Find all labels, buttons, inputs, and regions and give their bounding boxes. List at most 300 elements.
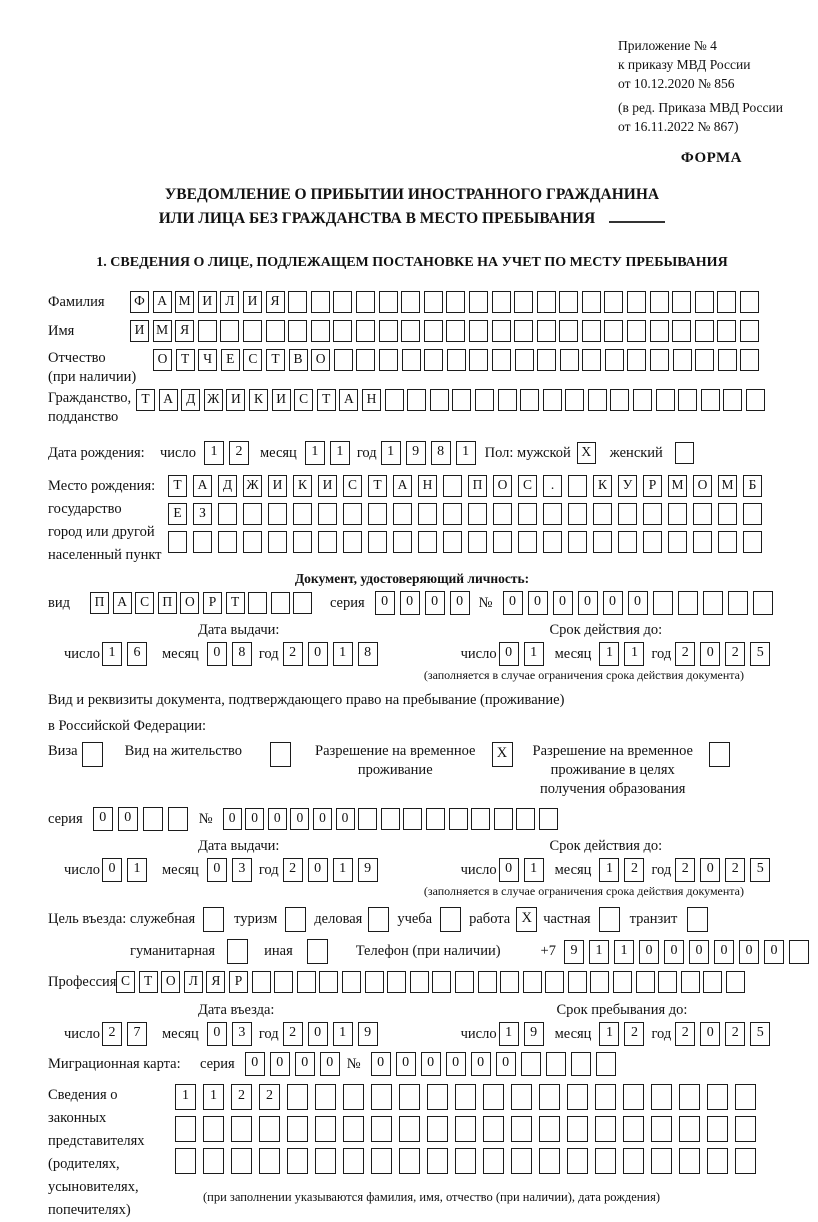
char-cell[interactable] — [543, 389, 562, 411]
char-cell[interactable] — [593, 531, 612, 553]
char-cell[interactable] — [452, 389, 471, 411]
char-cell[interactable] — [599, 907, 620, 932]
char-cell[interactable]: Т — [266, 349, 285, 371]
char-cell[interactable] — [728, 591, 748, 615]
char-cell[interactable] — [651, 1148, 672, 1174]
char-cell[interactable]: З — [193, 503, 212, 525]
char-cell[interactable]: Т — [176, 349, 195, 371]
char-cell[interactable]: Я — [266, 291, 285, 313]
char-cell[interactable] — [498, 389, 517, 411]
char-cell[interactable] — [319, 971, 338, 993]
char-cell[interactable] — [568, 971, 587, 993]
char-cell[interactable]: Т — [136, 389, 155, 411]
char-cell[interactable]: И — [318, 475, 337, 497]
char-cell[interactable]: С — [243, 349, 262, 371]
char-cell[interactable] — [334, 349, 353, 371]
char-cell[interactable] — [511, 1116, 532, 1142]
char-cell[interactable]: 1 — [624, 642, 644, 666]
char-cell[interactable] — [356, 349, 375, 371]
char-cell[interactable] — [426, 808, 445, 830]
char-cell[interactable] — [789, 940, 809, 964]
char-cell[interactable] — [658, 971, 677, 993]
char-cell[interactable] — [595, 1084, 616, 1110]
char-cell[interactable]: 9 — [524, 1022, 544, 1046]
char-cell[interactable] — [672, 320, 691, 342]
char-cell[interactable]: 2 — [675, 1022, 695, 1046]
char-cell[interactable] — [511, 1084, 532, 1110]
char-cell[interactable]: К — [249, 389, 268, 411]
char-cell[interactable]: О — [180, 592, 199, 614]
char-cell[interactable] — [604, 291, 623, 313]
char-cell[interactable] — [643, 531, 662, 553]
char-cell[interactable]: И — [226, 389, 245, 411]
char-cell[interactable] — [402, 349, 421, 371]
char-cell[interactable] — [220, 320, 239, 342]
char-cell[interactable] — [515, 349, 534, 371]
char-cell[interactable]: Р — [203, 592, 222, 614]
char-cell[interactable] — [446, 320, 465, 342]
char-cell[interactable] — [651, 1116, 672, 1142]
char-cell[interactable] — [368, 531, 387, 553]
char-cell[interactable] — [288, 320, 307, 342]
char-cell[interactable]: 0 — [270, 1052, 290, 1076]
char-cell[interactable]: Т — [168, 475, 187, 497]
char-cell[interactable]: 0 — [528, 591, 548, 615]
char-cell[interactable] — [546, 1052, 566, 1076]
char-cell[interactable]: 7 — [127, 1022, 147, 1046]
char-cell[interactable]: Ч — [198, 349, 217, 371]
char-cell[interactable] — [243, 503, 262, 525]
purpose-business-checkbox[interactable] — [368, 907, 389, 932]
char-cell[interactable]: В — [289, 349, 308, 371]
char-cell[interactable] — [571, 1052, 591, 1076]
char-cell[interactable] — [203, 1116, 224, 1142]
char-cell[interactable]: Л — [220, 291, 239, 313]
char-cell[interactable] — [746, 389, 765, 411]
char-cell[interactable]: 3 — [232, 858, 252, 882]
char-cell[interactable] — [668, 503, 687, 525]
char-cell[interactable] — [718, 349, 737, 371]
char-cell[interactable] — [492, 291, 511, 313]
purpose-other-checkbox[interactable] — [307, 939, 328, 964]
char-cell[interactable] — [633, 389, 652, 411]
char-cell[interactable] — [252, 971, 271, 993]
char-cell[interactable]: 0 — [308, 858, 328, 882]
char-cell[interactable]: X — [492, 742, 513, 767]
char-cell[interactable] — [595, 1148, 616, 1174]
char-cell[interactable] — [469, 349, 488, 371]
char-cell[interactable] — [596, 1052, 616, 1076]
char-cell[interactable] — [268, 503, 287, 525]
char-cell[interactable]: Н — [418, 475, 437, 497]
char-cell[interactable]: 5 — [750, 642, 770, 666]
char-cell[interactable] — [516, 808, 535, 830]
char-cell[interactable] — [333, 320, 352, 342]
char-cell[interactable]: И — [198, 291, 217, 313]
char-cell[interactable]: 8 — [431, 441, 451, 465]
char-cell[interactable] — [735, 1116, 756, 1142]
char-cell[interactable]: 0 — [245, 1052, 265, 1076]
char-cell[interactable] — [358, 808, 377, 830]
char-cell[interactable]: И — [272, 389, 291, 411]
char-cell[interactable] — [343, 503, 362, 525]
char-cell[interactable]: Е — [221, 349, 240, 371]
char-cell[interactable] — [687, 907, 708, 932]
char-cell[interactable]: Т — [368, 475, 387, 497]
char-cell[interactable] — [227, 939, 248, 964]
char-cell[interactable]: М — [175, 291, 194, 313]
char-cell[interactable] — [82, 742, 103, 767]
char-cell[interactable] — [539, 808, 558, 830]
char-cell[interactable]: 2 — [725, 642, 745, 666]
char-cell[interactable] — [203, 1148, 224, 1174]
char-cell[interactable] — [717, 320, 736, 342]
char-cell[interactable]: У — [618, 475, 637, 497]
char-cell[interactable] — [588, 389, 607, 411]
char-cell[interactable] — [231, 1116, 252, 1142]
purpose-transit-checkbox[interactable] — [687, 907, 708, 932]
char-cell[interactable]: 1 — [614, 940, 634, 964]
char-cell[interactable]: М — [153, 320, 172, 342]
char-cell[interactable] — [343, 1116, 364, 1142]
char-cell[interactable] — [651, 1084, 672, 1110]
char-cell[interactable]: 2 — [231, 1084, 252, 1110]
char-cell[interactable] — [455, 1148, 476, 1174]
char-cell[interactable]: 1 — [599, 642, 619, 666]
char-cell[interactable]: 1 — [102, 642, 122, 666]
char-cell[interactable] — [368, 907, 389, 932]
char-cell[interactable] — [343, 531, 362, 553]
char-cell[interactable] — [539, 1084, 560, 1110]
char-cell[interactable] — [559, 291, 578, 313]
char-cell[interactable] — [568, 531, 587, 553]
char-cell[interactable] — [468, 503, 487, 525]
char-cell[interactable] — [311, 320, 330, 342]
char-cell[interactable] — [218, 531, 237, 553]
char-cell[interactable]: 0 — [499, 642, 519, 666]
char-cell[interactable] — [679, 1116, 700, 1142]
char-cell[interactable]: 5 — [750, 1022, 770, 1046]
char-cell[interactable] — [430, 389, 449, 411]
char-cell[interactable] — [673, 349, 692, 371]
char-cell[interactable] — [560, 349, 579, 371]
char-cell[interactable] — [627, 349, 646, 371]
char-cell[interactable] — [483, 1116, 504, 1142]
char-cell[interactable] — [568, 475, 587, 497]
char-cell[interactable] — [627, 291, 646, 313]
char-cell[interactable]: 2 — [675, 642, 695, 666]
char-cell[interactable] — [693, 503, 712, 525]
char-cell[interactable]: П — [468, 475, 487, 497]
char-cell[interactable] — [401, 291, 420, 313]
purpose-work-checkbox[interactable] — [516, 907, 537, 932]
char-cell[interactable] — [365, 971, 384, 993]
char-cell[interactable]: 8 — [232, 642, 252, 666]
char-cell[interactable] — [703, 591, 723, 615]
char-cell[interactable]: 0 — [93, 807, 113, 831]
char-cell[interactable]: Л — [184, 971, 203, 993]
char-cell[interactable] — [672, 291, 691, 313]
char-cell[interactable] — [455, 1116, 476, 1142]
char-cell[interactable] — [443, 531, 462, 553]
char-cell[interactable] — [514, 291, 533, 313]
char-cell[interactable] — [318, 503, 337, 525]
char-cell[interactable] — [650, 291, 669, 313]
char-cell[interactable]: 1 — [333, 858, 353, 882]
char-cell[interactable]: 0 — [375, 591, 395, 615]
char-cell[interactable]: 2 — [229, 441, 249, 465]
char-cell[interactable]: 1 — [589, 940, 609, 964]
char-cell[interactable] — [427, 1084, 448, 1110]
char-cell[interactable] — [668, 531, 687, 553]
char-cell[interactable] — [545, 971, 564, 993]
char-cell[interactable] — [385, 389, 404, 411]
char-cell[interactable] — [523, 971, 542, 993]
char-cell[interactable] — [424, 320, 443, 342]
char-cell[interactable] — [469, 320, 488, 342]
char-cell[interactable] — [543, 531, 562, 553]
char-cell[interactable] — [143, 807, 163, 831]
char-cell[interactable] — [443, 503, 462, 525]
char-cell[interactable]: 0 — [223, 808, 242, 830]
char-cell[interactable] — [447, 349, 466, 371]
temp-permit-checkbox[interactable] — [492, 742, 513, 767]
char-cell[interactable]: 0 — [400, 591, 420, 615]
char-cell[interactable]: 0 — [207, 1022, 227, 1046]
char-cell[interactable]: П — [90, 592, 109, 614]
char-cell[interactable]: 0 — [118, 807, 138, 831]
char-cell[interactable]: 0 — [578, 591, 598, 615]
char-cell[interactable] — [695, 291, 714, 313]
char-cell[interactable] — [653, 591, 673, 615]
char-cell[interactable]: Б — [743, 475, 762, 497]
char-cell[interactable]: 1 — [305, 441, 325, 465]
char-cell[interactable] — [613, 971, 632, 993]
char-cell[interactable] — [695, 320, 714, 342]
char-cell[interactable] — [270, 742, 291, 767]
purpose-official-checkbox[interactable] — [203, 907, 224, 932]
char-cell[interactable] — [468, 531, 487, 553]
char-cell[interactable] — [293, 503, 312, 525]
char-cell[interactable] — [740, 320, 759, 342]
char-cell[interactable]: 0 — [689, 940, 709, 964]
char-cell[interactable]: 1 — [333, 642, 353, 666]
char-cell[interactable]: 1 — [499, 1022, 519, 1046]
char-cell[interactable] — [567, 1148, 588, 1174]
char-cell[interactable]: Т — [139, 971, 158, 993]
char-cell[interactable]: X — [577, 442, 596, 464]
char-cell[interactable] — [198, 320, 217, 342]
char-cell[interactable]: Ф — [130, 291, 149, 313]
char-cell[interactable] — [475, 389, 494, 411]
char-cell[interactable]: К — [593, 475, 612, 497]
char-cell[interactable]: Е — [168, 503, 187, 525]
char-cell[interactable] — [559, 320, 578, 342]
char-cell[interactable]: А — [193, 475, 212, 497]
char-cell[interactable] — [243, 531, 262, 553]
char-cell[interactable] — [274, 971, 293, 993]
char-cell[interactable] — [259, 1148, 280, 1174]
char-cell[interactable] — [379, 291, 398, 313]
temp-permit-edu-checkbox[interactable] — [709, 742, 730, 767]
char-cell[interactable]: 0 — [700, 1022, 720, 1046]
char-cell[interactable] — [740, 349, 759, 371]
char-cell[interactable]: Р — [229, 971, 248, 993]
char-cell[interactable]: 0 — [664, 940, 684, 964]
char-cell[interactable] — [735, 1084, 756, 1110]
char-cell[interactable] — [695, 349, 714, 371]
char-cell[interactable]: О — [161, 971, 180, 993]
char-cell[interactable]: 9 — [564, 940, 584, 964]
char-cell[interactable] — [175, 1148, 196, 1174]
char-cell[interactable] — [371, 1084, 392, 1110]
char-cell[interactable] — [493, 531, 512, 553]
char-cell[interactable]: Р — [643, 475, 662, 497]
char-cell[interactable] — [293, 531, 312, 553]
char-cell[interactable]: 0 — [700, 642, 720, 666]
char-cell[interactable] — [381, 808, 400, 830]
char-cell[interactable]: 0 — [639, 940, 659, 964]
char-cell[interactable]: П — [158, 592, 177, 614]
char-cell[interactable] — [268, 531, 287, 553]
char-cell[interactable] — [618, 503, 637, 525]
char-cell[interactable]: М — [668, 475, 687, 497]
char-cell[interactable]: 0 — [102, 858, 122, 882]
char-cell[interactable] — [707, 1148, 728, 1174]
sex-male-checkbox[interactable] — [577, 442, 596, 464]
char-cell[interactable] — [707, 1084, 728, 1110]
purpose-tourism-checkbox[interactable] — [285, 907, 306, 932]
char-cell[interactable] — [387, 971, 406, 993]
char-cell[interactable] — [287, 1084, 308, 1110]
char-cell[interactable] — [343, 1148, 364, 1174]
char-cell[interactable]: О — [493, 475, 512, 497]
char-cell[interactable] — [605, 349, 624, 371]
char-cell[interactable]: И — [130, 320, 149, 342]
char-cell[interactable] — [636, 971, 655, 993]
char-cell[interactable]: С — [135, 592, 154, 614]
char-cell[interactable] — [418, 531, 437, 553]
char-cell[interactable] — [492, 320, 511, 342]
char-cell[interactable]: 1 — [599, 1022, 619, 1046]
char-cell[interactable]: 0 — [471, 1052, 491, 1076]
char-cell[interactable] — [701, 389, 720, 411]
char-cell[interactable] — [679, 1148, 700, 1174]
char-cell[interactable]: 0 — [446, 1052, 466, 1076]
char-cell[interactable] — [446, 291, 465, 313]
char-cell[interactable]: 0 — [207, 642, 227, 666]
char-cell[interactable] — [650, 320, 669, 342]
char-cell[interactable]: 0 — [308, 1022, 328, 1046]
char-cell[interactable]: А — [153, 291, 172, 313]
char-cell[interactable] — [393, 531, 412, 553]
char-cell[interactable] — [753, 591, 773, 615]
char-cell[interactable]: 2 — [259, 1084, 280, 1110]
char-cell[interactable]: 2 — [102, 1022, 122, 1046]
char-cell[interactable]: 2 — [283, 1022, 303, 1046]
char-cell[interactable] — [582, 291, 601, 313]
char-cell[interactable] — [432, 971, 451, 993]
char-cell[interactable] — [368, 503, 387, 525]
char-cell[interactable]: 0 — [425, 591, 445, 615]
char-cell[interactable] — [427, 1148, 448, 1174]
char-cell[interactable]: 2 — [725, 858, 745, 882]
char-cell[interactable] — [393, 503, 412, 525]
char-cell[interactable] — [627, 320, 646, 342]
char-cell[interactable] — [342, 971, 361, 993]
char-cell[interactable] — [287, 1148, 308, 1174]
char-cell[interactable] — [285, 907, 306, 932]
char-cell[interactable]: Д — [181, 389, 200, 411]
char-cell[interactable]: 0 — [371, 1052, 391, 1076]
char-cell[interactable]: 0 — [295, 1052, 315, 1076]
char-cell[interactable]: 0 — [308, 642, 328, 666]
char-cell[interactable] — [709, 742, 730, 767]
char-cell[interactable]: . — [543, 475, 562, 497]
char-cell[interactable] — [311, 291, 330, 313]
char-cell[interactable] — [590, 971, 609, 993]
char-cell[interactable] — [379, 320, 398, 342]
purpose-humanitarian-checkbox[interactable] — [227, 939, 248, 964]
char-cell[interactable] — [455, 1084, 476, 1110]
char-cell[interactable] — [568, 503, 587, 525]
char-cell[interactable] — [440, 907, 461, 932]
char-cell[interactable]: 0 — [268, 808, 287, 830]
char-cell[interactable] — [537, 349, 556, 371]
char-cell[interactable]: А — [159, 389, 178, 411]
char-cell[interactable] — [643, 503, 662, 525]
residence-permit-checkbox[interactable] — [270, 742, 291, 767]
char-cell[interactable] — [483, 1084, 504, 1110]
char-cell[interactable] — [297, 971, 316, 993]
char-cell[interactable]: Я — [175, 320, 194, 342]
char-cell[interactable] — [315, 1084, 336, 1110]
char-cell[interactable] — [543, 503, 562, 525]
char-cell[interactable]: 2 — [283, 642, 303, 666]
char-cell[interactable] — [203, 907, 224, 932]
char-cell[interactable] — [424, 291, 443, 313]
char-cell[interactable] — [675, 442, 694, 464]
char-cell[interactable]: 9 — [358, 858, 378, 882]
char-cell[interactable]: 9 — [406, 441, 426, 465]
char-cell[interactable]: 2 — [725, 1022, 745, 1046]
char-cell[interactable]: 0 — [714, 940, 734, 964]
char-cell[interactable] — [401, 320, 420, 342]
char-cell[interactable] — [399, 1084, 420, 1110]
char-cell[interactable] — [259, 1116, 280, 1142]
char-cell[interactable] — [693, 531, 712, 553]
char-cell[interactable]: А — [393, 475, 412, 497]
char-cell[interactable] — [403, 808, 422, 830]
char-cell[interactable]: Н — [362, 389, 381, 411]
char-cell[interactable]: О — [153, 349, 172, 371]
char-cell[interactable]: 1 — [203, 1084, 224, 1110]
char-cell[interactable] — [471, 808, 490, 830]
char-cell[interactable]: 0 — [313, 808, 332, 830]
char-cell[interactable]: 8 — [358, 642, 378, 666]
char-cell[interactable]: К — [293, 475, 312, 497]
char-cell[interactable] — [681, 971, 700, 993]
char-cell[interactable] — [539, 1116, 560, 1142]
char-cell[interactable] — [494, 808, 513, 830]
char-cell[interactable]: 1 — [127, 858, 147, 882]
char-cell[interactable]: 0 — [245, 808, 264, 830]
char-cell[interactable] — [293, 592, 312, 614]
char-cell[interactable]: С — [294, 389, 313, 411]
char-cell[interactable] — [492, 349, 511, 371]
char-cell[interactable] — [565, 389, 584, 411]
char-cell[interactable]: И — [243, 291, 262, 313]
